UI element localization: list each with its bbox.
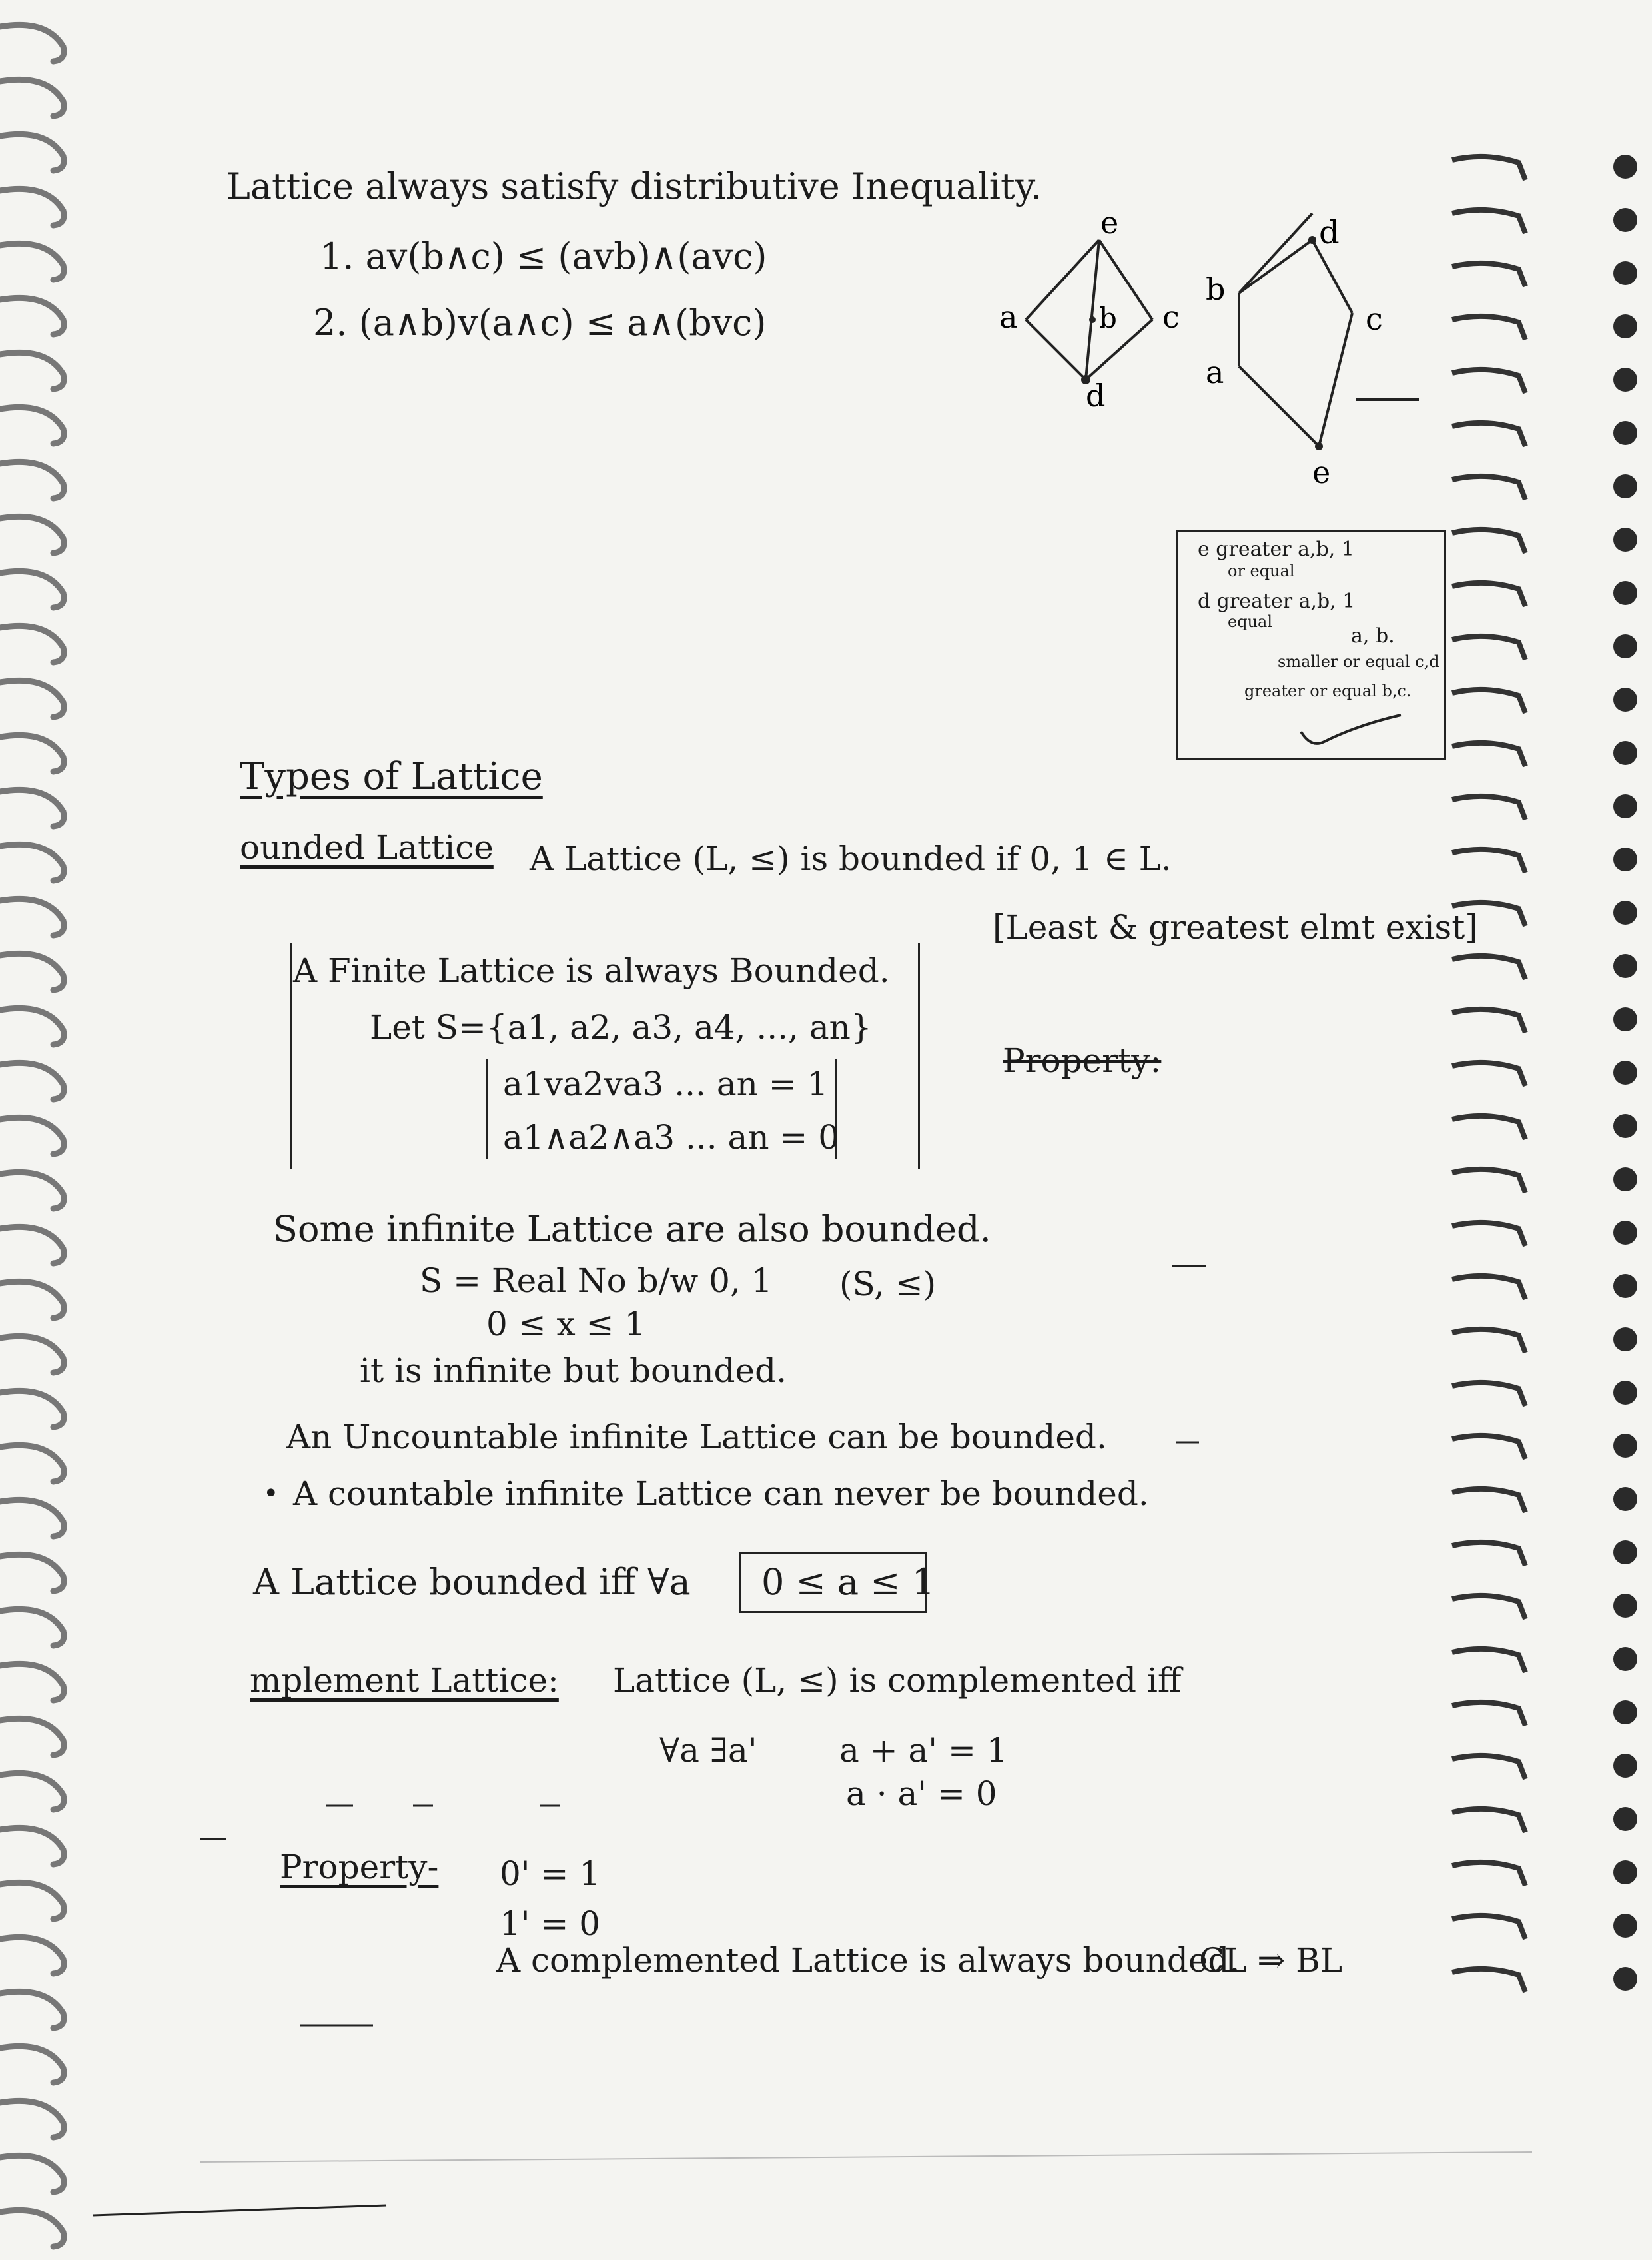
note-line-2: d greater a,b, 1 <box>1198 590 1356 613</box>
note-line-1: e greater a,b, 1 <box>1198 538 1354 561</box>
pentagon-label-top: d <box>1319 214 1340 251</box>
join-line: a1va2va3 ... an = 1 <box>503 1065 829 1103</box>
diamond-label-top: e <box>1100 213 1119 241</box>
types-heading: Types of Lattice <box>240 755 543 798</box>
uncountable-line: An Uncountable infinite Lattice can be bounded. <box>286 1418 1107 1456</box>
bounded-definition: A Lattice (L, ≤) is bounded if 0, 1 ∈ L. <box>530 840 1172 878</box>
note-line-3: a, b. <box>1351 624 1395 648</box>
diamond-label-right: c <box>1162 299 1180 335</box>
inequality-1: 1. av(b∧c) ≤ (avb)∧(avc) <box>320 235 767 277</box>
pentagon-label-upper-left: b <box>1206 271 1226 307</box>
finite-lattice-line: A Finite Lattice is always Bounded. <box>293 951 890 990</box>
example-relation: (S, ≤) <box>839 1265 937 1303</box>
pentagon-label-bottom: e <box>1312 454 1331 490</box>
iff-boxed-value: 0 ≤ a ≤ 1 <box>761 1561 935 1603</box>
complement-property-3-abbr: CL ⇒ BL <box>1199 1941 1343 1979</box>
diamond-label-middle: b <box>1099 302 1117 334</box>
example-line: S = Real No b/w 0, 1 <box>420 1261 773 1300</box>
complement-property-2: 1' = 0 <box>500 1904 601 1943</box>
intro-line: Lattice always satisfy distributive Inequality. <box>226 165 1042 207</box>
diamond-label-bottom: d <box>1086 378 1106 413</box>
pentagon-label-right: c <box>1366 301 1383 337</box>
complement-property-label: Property- <box>280 1848 439 1886</box>
complement-property-3: A complemented Lattice is always bounded. <box>496 1941 1240 1979</box>
example-note: it is infinite but bounded. <box>360 1351 787 1390</box>
note-line-2-sub: equal <box>1228 612 1273 631</box>
bounded-iff-line: A Lattice bounded iff ∀a <box>253 1561 691 1603</box>
note-line-4: smaller or equal c,d <box>1278 652 1440 671</box>
example-range: 0 ≤ x ≤ 1 <box>486 1305 646 1343</box>
countable-line: A countable infinite Lattice can never be bounded. <box>293 1474 1149 1513</box>
complement-condition: ∀a ∃a' <box>659 1731 757 1770</box>
complement-property-1: 0' = 1 <box>500 1854 601 1893</box>
complement-label: mplement Lattice: <box>250 1661 559 1700</box>
complement-definition: Lattice (L, ≤) is complemented iff <box>613 1661 1182 1700</box>
complement-eq-1: a + a' = 1 <box>839 1731 1008 1770</box>
note-line-5: greater or equal b,c. <box>1244 682 1412 700</box>
meet-line: a1∧a2∧a3 ... an = 0 <box>503 1118 840 1157</box>
property-struck: Property: <box>1003 1041 1162 1080</box>
infinite-line: Some infinite Lattice are also bounded. <box>273 1208 991 1250</box>
bounded-bracket-note: [Least & greatest elmt exist] <box>993 908 1478 947</box>
bullet-icon: • <box>263 1478 279 1509</box>
pentagon-label-lower-left: a <box>1206 354 1224 390</box>
bounded-label: ounded Lattice <box>240 828 494 867</box>
complement-eq-2: a · a' = 0 <box>846 1774 997 1813</box>
note-line-1-sub: or equal <box>1228 562 1295 580</box>
inequality-2: 2. (a∧b)v(a∧c) ≤ a∧(bvc) <box>313 302 767 344</box>
finite-set-line: Let S={a1, a2, a3, a4, ..., an} <box>370 1008 872 1047</box>
diamond-label-left: a <box>999 299 1018 335</box>
